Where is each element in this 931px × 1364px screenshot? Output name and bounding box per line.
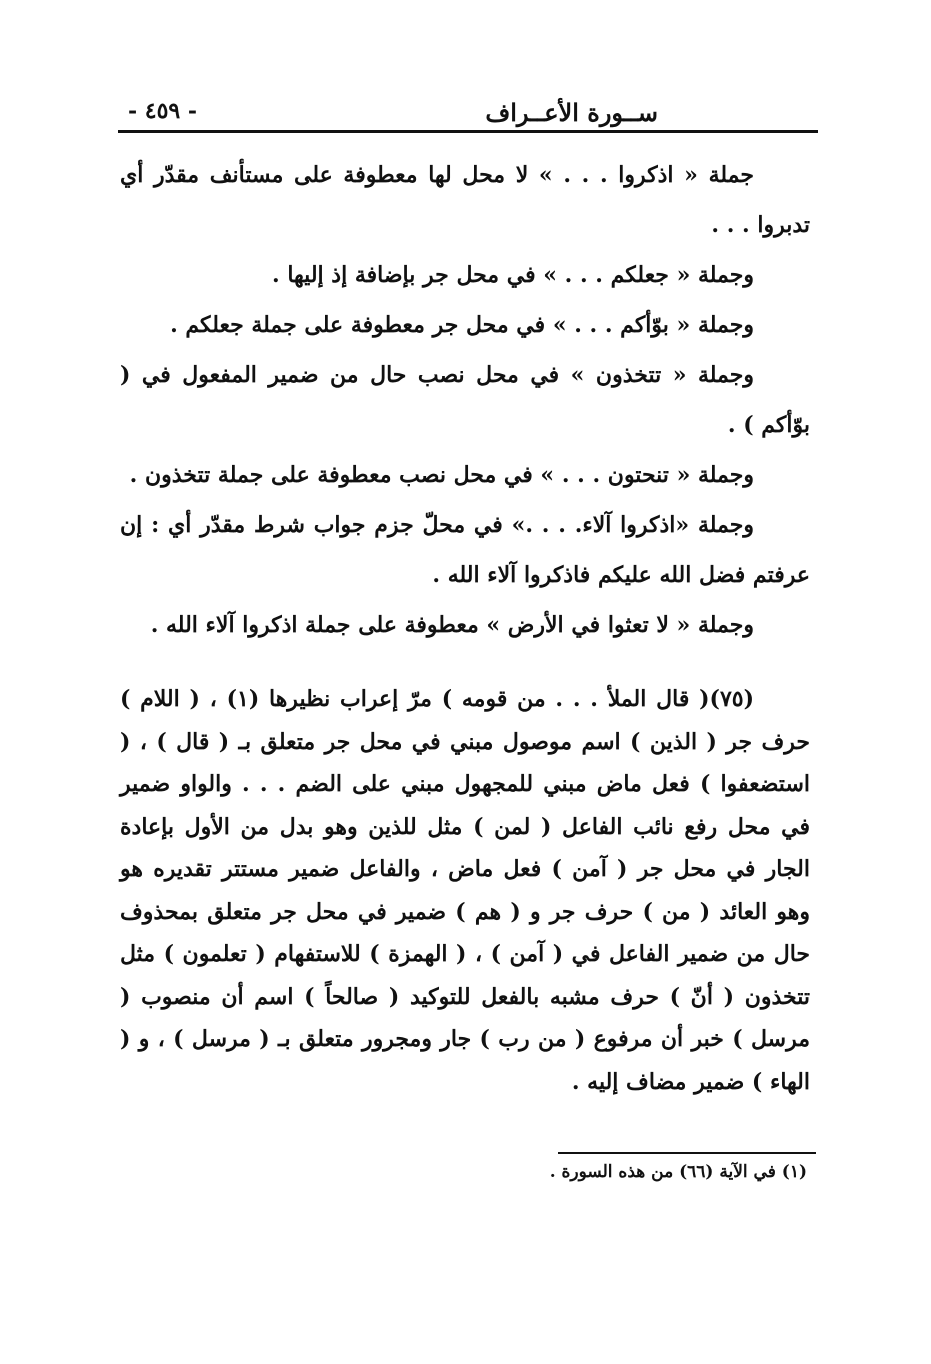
paragraph: وجملة « تنحتون . . . » في محل نصب معطوفة على جملة تتخذون . bbox=[129, 462, 754, 488]
page-number: - ٤٥٩ - bbox=[128, 98, 198, 124]
main-text bbox=[120, 150, 810, 1103]
paragraph: وجملة « بوّأكم . . . » في محل جر معطوفة على جملة جعلكم . bbox=[170, 312, 754, 338]
paragraph: جملة « اذكروا . . . » لا محل لها معطوفة على مستأنف مقدّر أي تدبروا . . . bbox=[120, 162, 810, 238]
paragraph: وجملة « جعلكم . . . » في محل جر بإضافة إذ إليها . bbox=[272, 262, 754, 288]
footnote-divider bbox=[558, 1152, 816, 1154]
paragraph: وجملة « تتخذون » في محل نصب حال من ضمير المفعول في ( بوّأكم ) . bbox=[120, 362, 810, 438]
page-header bbox=[118, 92, 818, 132]
page-title: ســورة الأعــراف bbox=[485, 98, 658, 127]
header-divider bbox=[118, 130, 818, 133]
verse-75-analysis: (٧٥)( قال الملأ . . . من قومه ) مرّ إعراب نظيرها (١) ، ( اللام ) حرف جر ( الذين ) اسم موصول مبني في محل جر متعلق بـ ( قال ) ، ( استضعفوا ) فعل ماض مبني للمجهول مبني على الضم . . . والواو ضمير في محل رفع نائب الفاعل ( لمن ) مثل للذين وهو بدل من الأول بإعادة الجار في محل جر ( آمن ) فعل ماض ، والفاعل ضمير مستتر تقديره هو وهو العائد ( من ) حرف جر و ( هم ) ضمير في محل جر متعلق بمحذوف حال من ضمير الفاعل في ( آمن ) ، ( الهمزة ) للاستفهام ( تعلمون ) مثل تتخذون ( أنّ ) حرف مشبه بالفعل للتوكيد ( صالحاً ) اسم أن منصوب ( مرسل ) خبر أن مرفوع ( من رب ) جار ومجرور متعلق بـ ( مرسل ) ، و ( الهاء ) ضمير مضاف إليه . bbox=[120, 686, 810, 1095]
paragraph: وجملة «اذكروا آلاء. . . .» في محلّ جزم جواب شرط مقدّر أي : إن عرفتم فضل الله عليكم فاذكروا آلاء الله . bbox=[120, 512, 810, 588]
paragraph: وجملة « لا تعثوا في الأرض » معطوفة على جملة اذكروا آلاء الله . bbox=[150, 612, 754, 638]
footnote: (١) في الآية (٦٦) من هذه السورة . bbox=[549, 1162, 807, 1182]
